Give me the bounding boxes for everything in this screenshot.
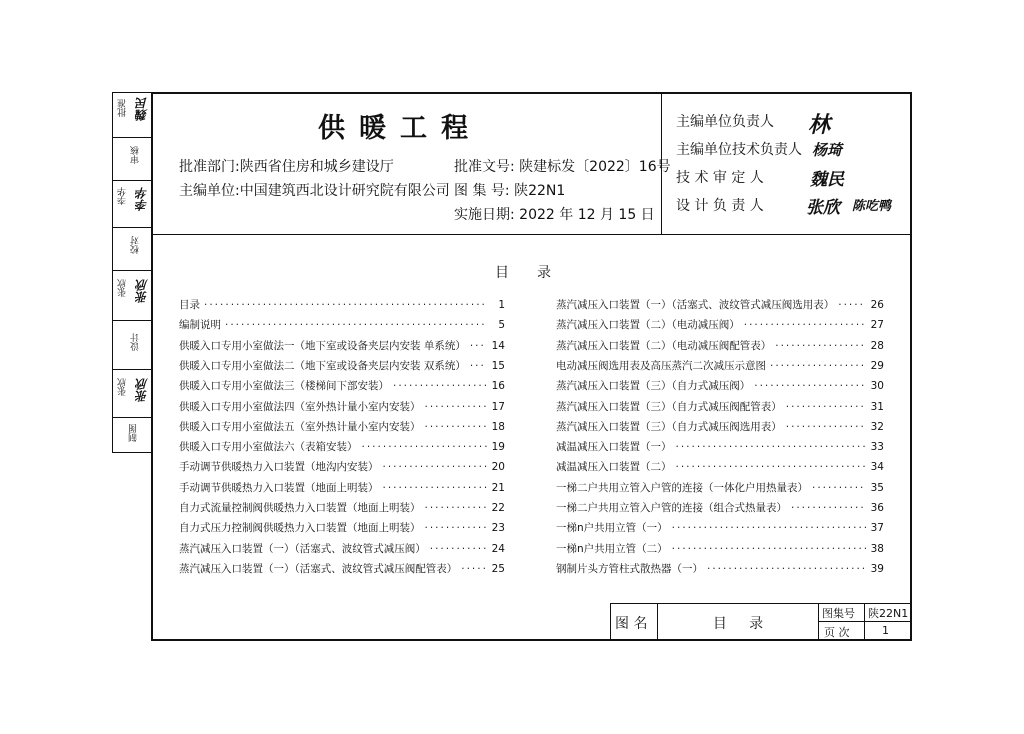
atlas-number-label: 图集号 bbox=[822, 607, 855, 620]
toc-leader-dots bbox=[707, 563, 866, 575]
sidebar-cell bbox=[113, 138, 151, 181]
toc-entry-title: 手动调节供暖热力入口装置（地面上明装） bbox=[179, 481, 379, 494]
toc-leader-dots bbox=[754, 380, 866, 392]
sidebar-label: 张欣 bbox=[118, 279, 128, 297]
toc-entry[interactable] bbox=[179, 561, 505, 576]
toc-entry-title: 一梯n户共用立管（一） bbox=[556, 522, 668, 535]
sidebar-signature: 张欣 bbox=[135, 378, 149, 402]
toc-entry-title: 蒸汽减压入口装置（三）（自力式减压阀） bbox=[556, 380, 751, 393]
toc-leader-dots bbox=[838, 299, 866, 311]
toc-entry[interactable] bbox=[556, 358, 884, 373]
header-divider bbox=[152, 234, 911, 235]
title-block-left bbox=[610, 603, 611, 640]
toc-leader-dots bbox=[470, 340, 487, 352]
toc-leader-dots bbox=[672, 522, 866, 534]
toc-entry-page: 20 bbox=[491, 461, 505, 474]
toc-title: 目录 bbox=[495, 265, 579, 281]
toc-entry-page: 35 bbox=[870, 481, 884, 494]
toc-leader-dots bbox=[225, 319, 487, 331]
sidebar-label: 李华 bbox=[118, 187, 128, 205]
toc-entry[interactable] bbox=[179, 338, 505, 353]
atlas-number-value: 陕22N1 bbox=[868, 607, 909, 620]
sidebar-cell bbox=[113, 321, 151, 370]
toc-entry-title: 供暖入口专用小室做法四（室外热计量小室内安装） bbox=[179, 400, 421, 413]
drawing-name-label: 图 名 bbox=[615, 616, 648, 632]
toc-entry[interactable] bbox=[556, 520, 884, 535]
page-number-value: 1 bbox=[882, 624, 889, 637]
sidebar-signature: 张欣 bbox=[135, 279, 149, 303]
toc-entry-page: 32 bbox=[870, 420, 884, 433]
toc-entry-page: 38 bbox=[870, 542, 884, 555]
toc-entry-title: 电动减压阀选用表及高压蒸汽二次减压示意图 bbox=[556, 359, 766, 372]
sidebar-label: 校对 bbox=[131, 236, 141, 254]
toc-entry-page: 15 bbox=[491, 359, 505, 372]
toc-entry-page: 1 bbox=[498, 299, 505, 311]
toc-leader-dots bbox=[672, 543, 866, 555]
toc-entry[interactable] bbox=[556, 338, 884, 353]
toc-leader-dots bbox=[786, 421, 866, 433]
toc-entry-page: 16 bbox=[491, 380, 505, 393]
signature-sidebar bbox=[112, 92, 152, 453]
toc-leader-dots bbox=[383, 461, 488, 473]
sidebar-cell bbox=[113, 271, 151, 321]
toc-entry-title: 供暖入口专用小室做法六（表箱安装） bbox=[179, 441, 358, 454]
toc-entry-title: 钢制片头方管柱式散热器（一） bbox=[556, 562, 703, 575]
toc-entry-page: 27 bbox=[870, 319, 884, 332]
toc-entry[interactable] bbox=[179, 541, 505, 556]
toc-leader-dots bbox=[461, 563, 487, 575]
toc-entry-page: 18 bbox=[491, 420, 505, 433]
toc-leader-dots bbox=[204, 299, 487, 311]
toc-entry[interactable] bbox=[179, 500, 505, 515]
toc-entry-title: 蒸汽减压入口装置（一）（活塞式、波纹管式减压阀） bbox=[179, 542, 426, 555]
toc-entry-title: 蒸汽减压入口装置（一）（活塞式、波纹管式减压阀配管表） bbox=[179, 562, 458, 575]
toc-leader-dots bbox=[470, 360, 487, 372]
signature: 杨琦 bbox=[812, 141, 843, 159]
page-number-label: 页 次 bbox=[824, 626, 850, 639]
toc-entry-page: 22 bbox=[491, 502, 505, 514]
signature: 陈吃鸭 bbox=[852, 199, 892, 214]
toc-entry-page: 23 bbox=[491, 522, 505, 535]
toc-leader-dots bbox=[430, 543, 487, 555]
toc-entry-title: 一梯二户共用立管入户管的连接（一体化户用热量表） bbox=[556, 481, 808, 494]
toc-leader-dots bbox=[775, 340, 866, 352]
toc-entry-title: 蒸汽减压入口装置（三）（自力式减压阀配管表） bbox=[556, 400, 782, 413]
toc-entry-title: 一梯二户共用立管入户管的连接（组合式热量表） bbox=[556, 502, 787, 514]
toc-entry-page: 30 bbox=[870, 380, 884, 393]
approval-dept: 批准部门:陕西省住房和城乡建设厅 bbox=[179, 159, 394, 175]
toc-entry-page: 34 bbox=[870, 461, 884, 474]
sidebar-label: 张欣 bbox=[118, 378, 128, 396]
toc-entry-page: 26 bbox=[870, 299, 884, 311]
sidebar-cell bbox=[113, 181, 151, 228]
implementation-date: 实施日期: 2022 年 12 月 15 日 bbox=[454, 207, 655, 223]
toc-entry-page: 5 bbox=[498, 319, 505, 332]
toc-leader-dots bbox=[362, 441, 488, 453]
toc-entry[interactable] bbox=[179, 358, 505, 373]
toc-entry[interactable] bbox=[556, 561, 884, 576]
toc-entry-title: 蒸汽减压入口装置（二）（电动减压阀） bbox=[556, 319, 740, 332]
toc-entry[interactable] bbox=[556, 317, 884, 332]
toc-entry-page: 39 bbox=[870, 562, 884, 575]
toc-entry-page: 31 bbox=[870, 400, 884, 413]
atlas-number: 图 集 号: 陕22N1 bbox=[454, 183, 566, 199]
toc-entry[interactable] bbox=[556, 459, 884, 474]
toc-leader-dots bbox=[676, 441, 867, 453]
toc-entry-page: 28 bbox=[870, 339, 884, 352]
toc-leader-dots bbox=[393, 380, 487, 392]
signature: 林 bbox=[808, 112, 831, 138]
toc-leader-dots bbox=[425, 421, 488, 433]
toc-entry[interactable] bbox=[556, 439, 884, 454]
toc-entry[interactable] bbox=[179, 378, 505, 393]
toc-leader-dots bbox=[676, 461, 867, 473]
toc-entry[interactable] bbox=[179, 419, 505, 434]
toc-entry-title: 目录 bbox=[179, 299, 200, 311]
toc-entry[interactable] bbox=[556, 399, 884, 414]
toc-leader-dots bbox=[425, 401, 488, 413]
toc-leader-dots bbox=[770, 360, 866, 372]
toc-entry-title: 手动调节供暖热力入口装置（地沟内安装） bbox=[179, 461, 379, 474]
toc-entry-title: 减温减压入口装置（一） bbox=[556, 441, 672, 454]
toc-entry-title: 供暖入口专用小室做法三（楼梯间下部安装） bbox=[179, 380, 389, 393]
toc-leader-dots bbox=[425, 502, 488, 514]
page-title: 供暖工程 bbox=[318, 113, 482, 144]
toc-entry[interactable] bbox=[179, 297, 505, 312]
title-block-row-divider bbox=[818, 621, 911, 622]
toc-leader-dots bbox=[786, 401, 866, 413]
toc-entry[interactable] bbox=[179, 520, 505, 535]
toc-entry-page: 17 bbox=[491, 400, 505, 413]
toc-entry-page: 29 bbox=[870, 359, 884, 372]
sidebar-cell bbox=[113, 418, 151, 452]
toc-leader-dots bbox=[791, 502, 866, 514]
toc-entry-title: 减温减压入口装置（二） bbox=[556, 461, 672, 474]
sidebar-cell bbox=[113, 93, 151, 138]
signature: 魏民 bbox=[810, 170, 844, 190]
role-technical-approver: 技 术 审 定 人 bbox=[676, 170, 764, 186]
sidebar-signature: 魏民 bbox=[135, 97, 149, 121]
drawing-name-value: 目 录 bbox=[712, 616, 764, 632]
sidebar-label: 制图 bbox=[129, 424, 139, 442]
toc-entry-page: 21 bbox=[491, 481, 505, 494]
toc-entry-page: 14 bbox=[491, 339, 505, 352]
toc-entry-title: 蒸汽减压入口装置（二）（电动减压阀配管表） bbox=[556, 339, 772, 352]
toc-entry[interactable] bbox=[556, 378, 884, 393]
approval-doc-number: 批准文号: 陕建标发〔2022〕16号 bbox=[454, 159, 671, 175]
toc-entry-page: 37 bbox=[870, 522, 884, 535]
toc-entry[interactable] bbox=[179, 459, 505, 474]
toc-leader-dots bbox=[744, 319, 866, 331]
toc-entry[interactable] bbox=[179, 399, 505, 414]
toc-leader-dots bbox=[812, 482, 866, 494]
signature: 张欣 bbox=[806, 198, 840, 218]
toc-entry[interactable] bbox=[556, 480, 884, 495]
role-chief-editor: 主编单位负责人 bbox=[676, 114, 774, 130]
sidebar-label: 审核 bbox=[131, 146, 141, 164]
sidebar-signature: 李华 bbox=[135, 187, 149, 211]
toc-entry[interactable] bbox=[179, 439, 505, 454]
sidebar-cell bbox=[113, 370, 151, 418]
toc-entry-page: 36 bbox=[870, 502, 884, 514]
sidebar-label: 批准 bbox=[118, 99, 128, 117]
toc-entry-title: 蒸汽减压入口装置（三）（自力式减压阀选用表） bbox=[556, 420, 782, 433]
sidebar-label: 设计 bbox=[131, 333, 141, 351]
toc-entry-page: 19 bbox=[491, 441, 505, 454]
role-technical-lead: 主编单位技术负责人 bbox=[676, 142, 802, 158]
title-block-top bbox=[610, 603, 911, 604]
toc-entry-title: 一梯n户共用立管（二） bbox=[556, 542, 668, 555]
toc-entry-title: 蒸汽减压入口装置（一）（活塞式、波纹管式减压阀选用表） bbox=[556, 299, 835, 311]
toc-entry[interactable] bbox=[556, 500, 884, 515]
editor-unit: 主编单位:中国建筑西北设计研究院有限公司 bbox=[179, 183, 450, 199]
toc-entry-title: 供暖入口专用小室做法五（室外热计量小室内安装） bbox=[179, 420, 421, 433]
toc-entry-title: 自力式流量控制阀供暖热力入口装置（地面上明装） bbox=[179, 502, 421, 514]
toc-entry-title: 供暖入口专用小室做法二（地下室或设备夹层内安装 双系统） bbox=[179, 359, 466, 372]
toc-entry[interactable] bbox=[556, 297, 884, 312]
toc-entry[interactable] bbox=[179, 317, 505, 332]
sidebar-cell bbox=[113, 228, 151, 271]
toc-entry-page: 24 bbox=[491, 542, 505, 555]
toc-entry-title: 编制说明 bbox=[179, 319, 221, 332]
toc-entry[interactable] bbox=[179, 480, 505, 495]
toc-leader-dots bbox=[383, 482, 488, 494]
role-design-lead: 设 计 负 责 人 bbox=[676, 198, 764, 214]
toc-entry[interactable] bbox=[556, 419, 884, 434]
toc-leader-dots bbox=[425, 522, 488, 534]
toc-entry[interactable] bbox=[556, 541, 884, 556]
toc-entry-page: 25 bbox=[491, 562, 505, 575]
toc-entry-page: 33 bbox=[870, 441, 884, 454]
toc-entry-title: 供暖入口专用小室做法一（地下室或设备夹层内安装 单系统） bbox=[179, 339, 466, 352]
toc-entry-title: 自力式压力控制阀供暖热力入口装置（地面上明装） bbox=[179, 522, 421, 535]
